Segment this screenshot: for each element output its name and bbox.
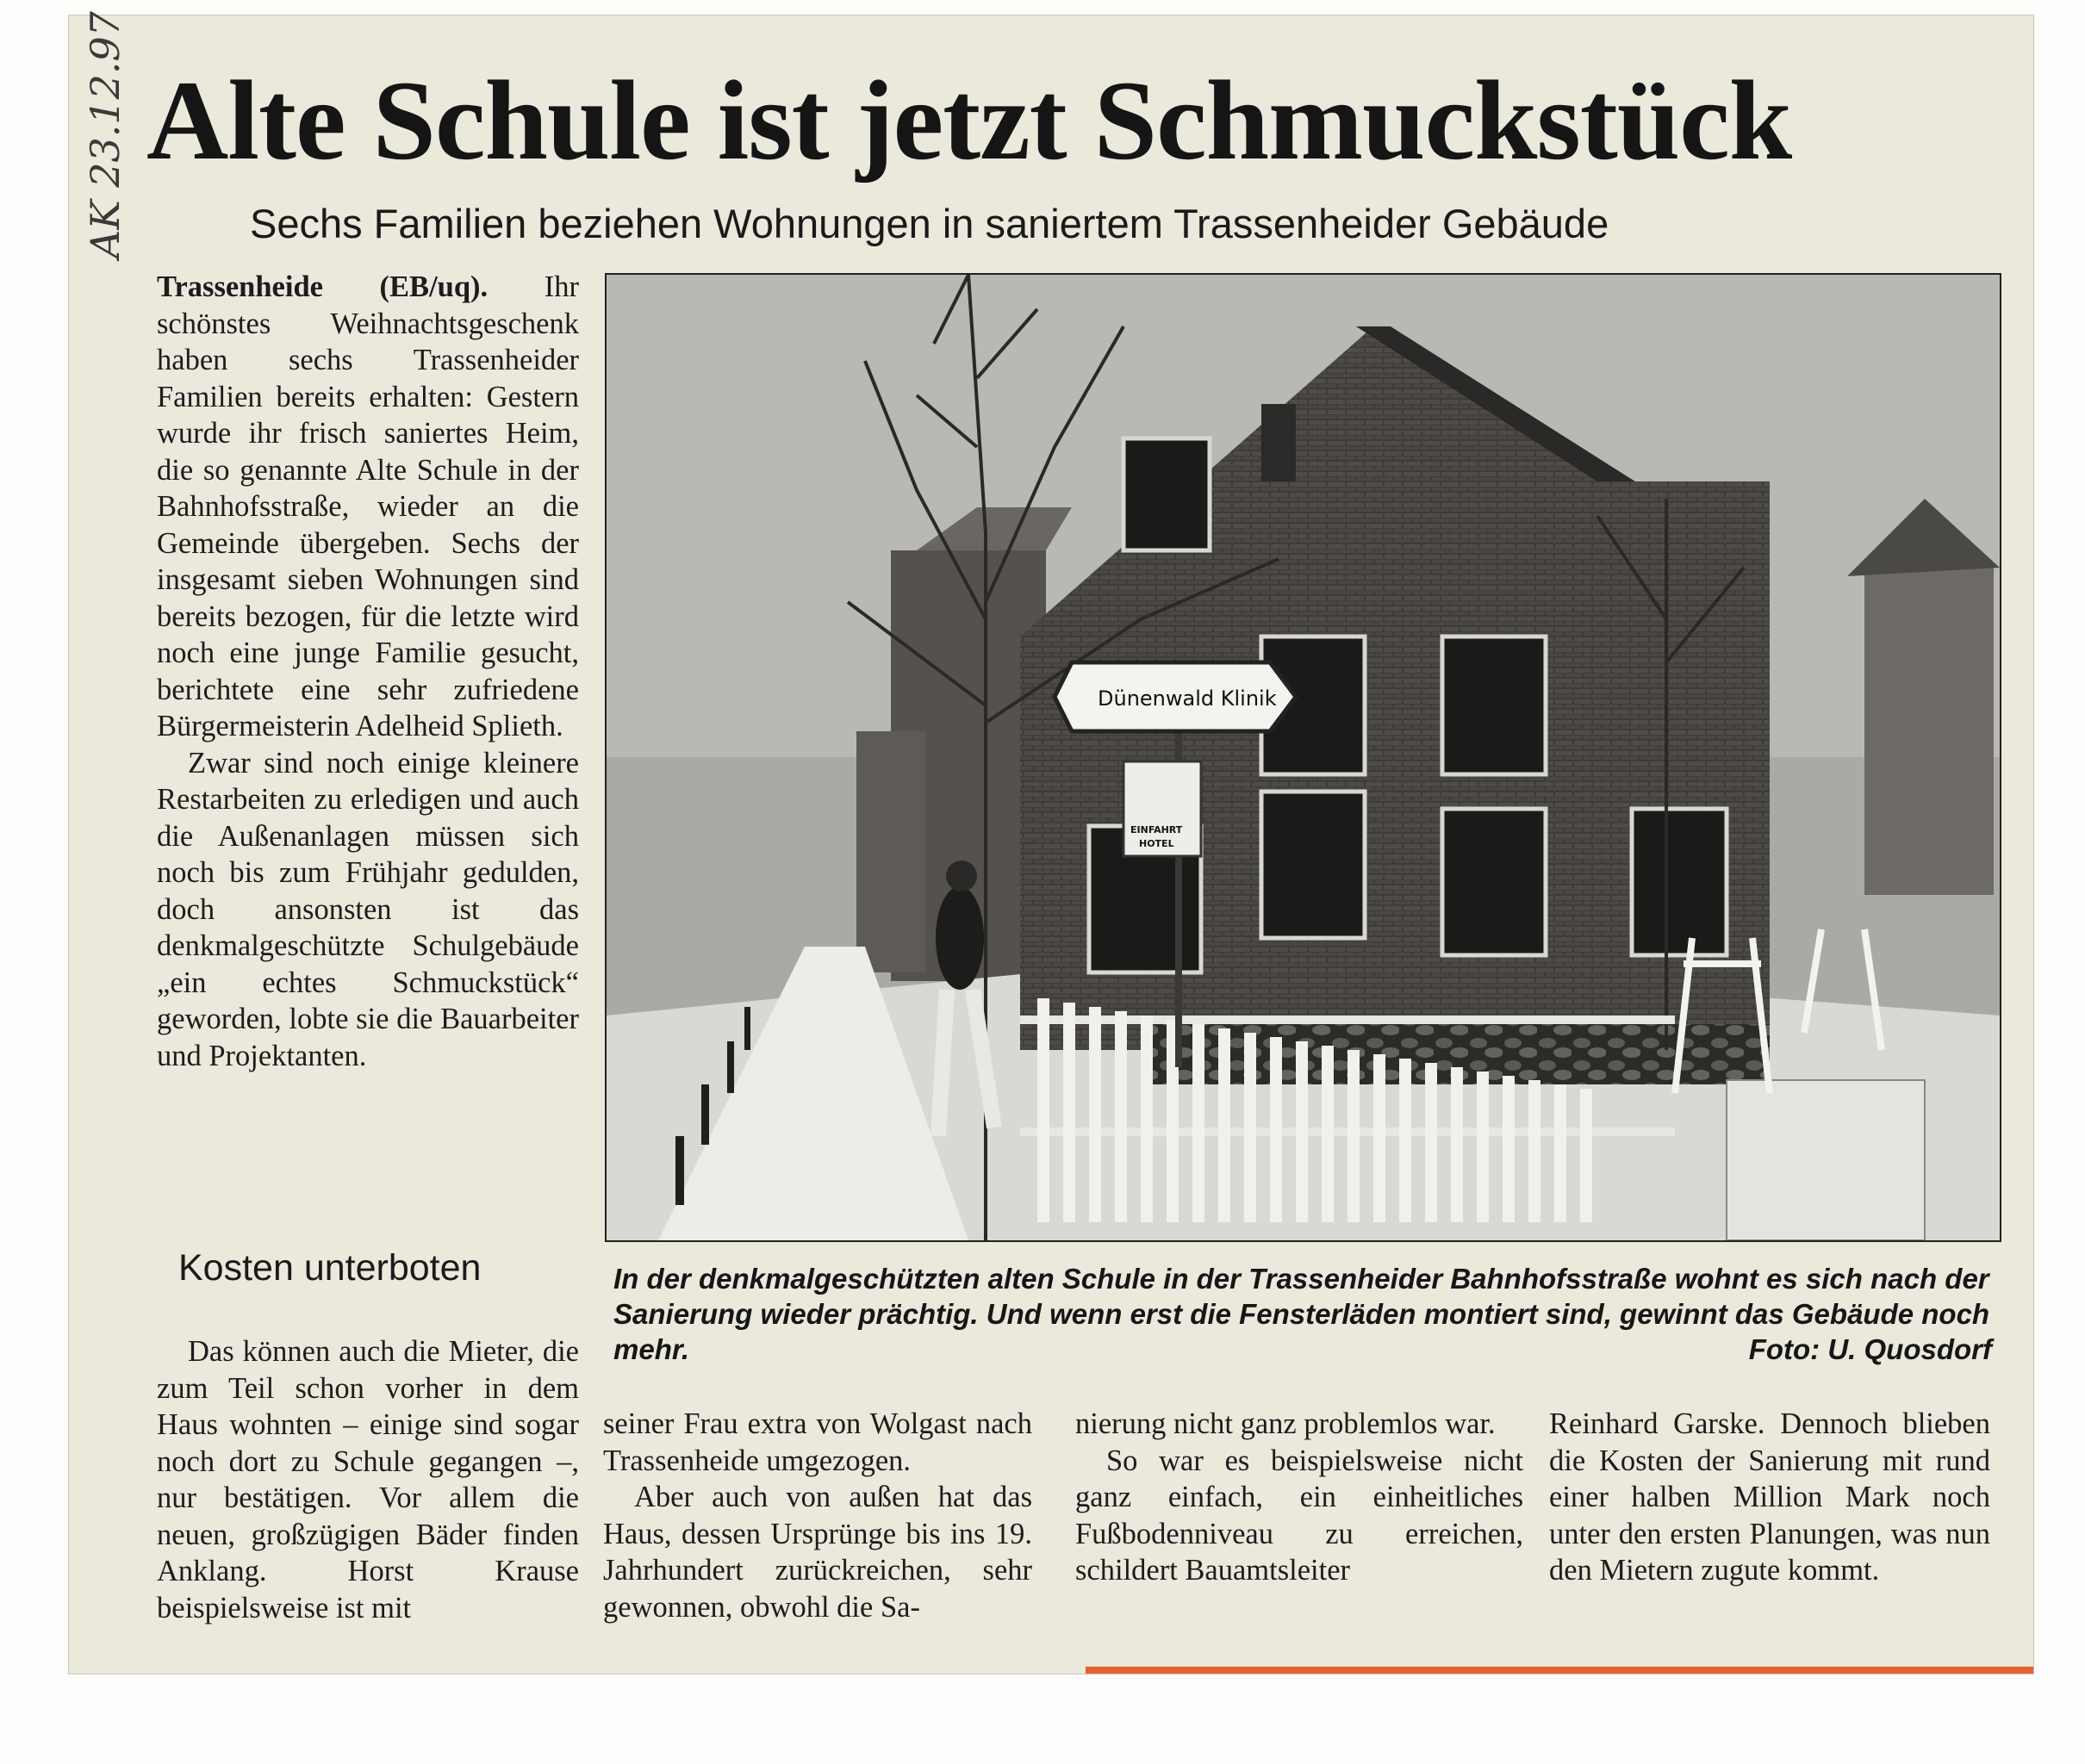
paragraph-3: Das können auch die Mieter, die zum Teil schon vorher in dem Haus wohnten – einige sind sogar noch dort zu Schule gegangen –, nur bestätigen. Vor allem die neuen, großzügigen Bäder finden Anklang. Horst Krause beispielsweise ist mit [157,1335,579,1624]
caption-text: In der denkmalgeschützten alten Schule in der Trassenheider Bahnhofsstraße wohnt es sich nach der Sanierung wieder prächtig. Und wenn erst die Fensterläden montiert sind, gewinnt das Gebäude noch mehr. [613,1263,1990,1365]
article-photo [605,273,2001,1242]
handwritten-note [82,0,151,258]
column-2 [603,1406,1032,1625]
paragraph-8: Reinhard Garske. Dennoch blieben die Kosten der Sanierung mit rund einer halben Million Mark noch unter den ersten Planungen, was nun den Mietern zugute kommt. [1549,1407,1990,1587]
subheadline: Sechs Familien beziehen Wohnungen in saniertem Trassenheider Gebäude [250,201,1609,246]
paragraph-2: Zwar sind noch einige kleinere Restarbeiten zu erledigen und auch die Außenanlagen müssen sich noch bis zum Frühjahr gedulden, doch ansonsten ist das denkmalgeschützte Schulgebäude „ein echtes Schmuckstück“ geworden, lobte sie die Bauarbeiter und Projektanten. [157,746,579,1072]
section-heading: Kosten unterboten [178,1247,482,1289]
paragraph-4: seiner Frau extra von Wolgast nach Trassenheide umgezogen. [603,1407,1032,1477]
sign-top-text: Dünenwald Klinik [1098,686,1277,711]
paragraph-6: nierung nicht ganz problemlos war. [1075,1407,1496,1440]
handwritten-date: AK 23.12.97 [82,10,128,258]
column-1-bottom [157,1333,579,1626]
dateline: Trassenheide (EB/uq). [157,270,489,303]
paragraph-1: Ihr schönstes Weihnachtsgeschenk haben sechs Trassenheider Familien bereits erhalten: Gestern wurde ihr frisch saniertes Heim, die so genannte Alte Schule in der Bahnhofsstraße, wieder an die Gemeinde übergeben. Sechs der insgesamt sieben Wohnungen sind bereits bezogen, für die letzte wird noch eine junge Familie gesucht, berichtete eine sehr zufriedene Bürgermeisterin Adelheid Splieth. [157,270,579,742]
sign-bottom-text-2: HOTEL [1139,838,1174,849]
school-building-photo [607,275,2000,1240]
headline: Alte Schule ist jetzt Schmuckstück [146,57,1792,183]
photo-caption [613,1261,1992,1367]
paragraph-7: So war es beispielsweise nicht ganz einfach, ein einheitliches Fußbodenniveau zu erreichen, schildert Bauamtsleiter [1075,1444,1523,1587]
column-4 [1549,1406,1990,1589]
paragraph-5: Aber auch von außen hat das Haus, dessen Ursprünge bis ins 19. Jahrhundert zurückreichen, sehr gewonnen, obwohl die Sa- [603,1481,1032,1624]
edge-strip [1086,1667,2033,1674]
column-1-top [157,269,579,1074]
photo-credit: Foto: U. Quosdorf [1748,1333,1992,1365]
column-3 [1075,1406,1523,1589]
sign-bottom-text-1: EINFAHRT [1130,824,1183,835]
